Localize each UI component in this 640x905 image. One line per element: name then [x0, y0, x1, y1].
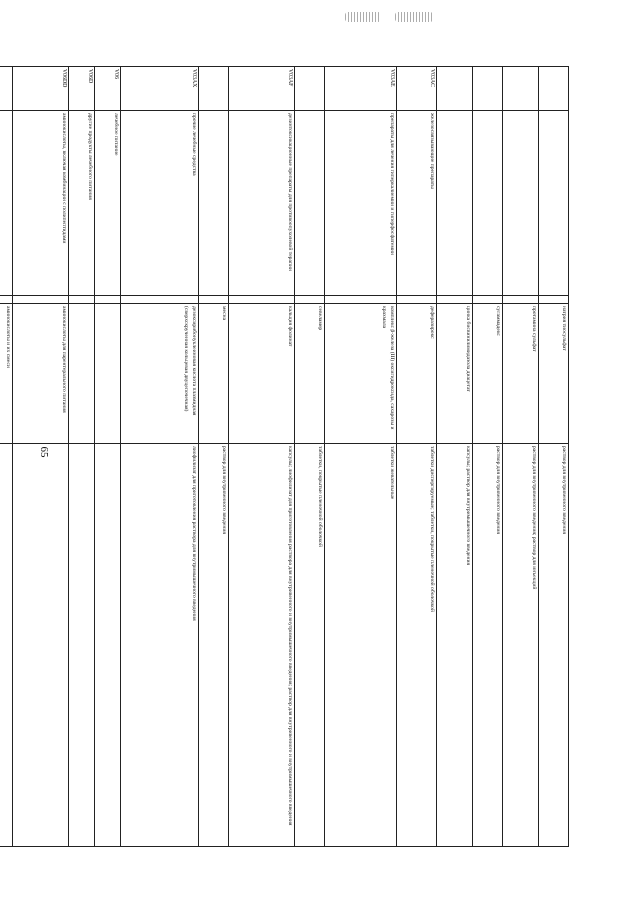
table-row — [397, 67, 437, 847]
group-name-cell — [199, 111, 229, 296]
dosage-form-cell — [95, 444, 121, 847]
spacer-cell — [0, 296, 13, 304]
dosage-form-cell: раствор для внутривенного введения — [539, 444, 569, 847]
drug-name-cell: деферазирокс — [397, 304, 437, 444]
atc-code-cell — [295, 67, 325, 111]
dosage-form-cell: лиофилизат для приготовления раствора для внутримышечного введения — [121, 444, 199, 847]
atc-code-cell: V03AX — [121, 67, 199, 111]
group-name-cell: препараты для лечения гиперкалиемии и гиперфосфатемии — [325, 111, 397, 296]
atc-code-cell — [503, 67, 539, 111]
table-row — [473, 67, 503, 847]
atc-code-cell — [0, 67, 13, 111]
table-row — [437, 67, 473, 847]
table-row — [325, 67, 397, 847]
table-row — [0, 67, 13, 847]
group-name-cell — [503, 111, 539, 296]
atc-code-cell: V03AF — [229, 67, 295, 111]
drug-name-cell: месна — [199, 304, 229, 444]
group-name-cell — [539, 111, 569, 296]
group-name-cell: лечебное питание — [95, 111, 121, 296]
spacer-cell — [539, 296, 569, 304]
drug-name-cell — [69, 304, 95, 444]
page-number: 65 — [38, 446, 50, 458]
group-name-cell: прочие лечебные средства — [121, 111, 199, 296]
spacer-cell — [295, 296, 325, 304]
group-name-cell: другие продукты лечебного питания — [69, 111, 95, 296]
atc-code-cell: V03AE — [325, 67, 397, 111]
dosage-form-cell: раствор для внутривенного введения — [473, 444, 503, 847]
drug-name-cell: цинка бисвинилимидазола диацетат — [437, 304, 473, 444]
drug-name-cell: дезоксирибонуклеиновая кислота плазмидная (сверхскрученная кольцевая двуцепочечная) — [121, 304, 199, 444]
atc-code-cell — [199, 67, 229, 111]
group-name-cell: дезинтоксикационные препараты для противоопухолевой терапии — [229, 111, 295, 296]
drug-name-cell: кальция фолинат — [229, 304, 295, 444]
group-name-cell: железосвязывающие препараты — [397, 111, 437, 296]
dosage-form-cell: раствор для внутривенного введения — [199, 444, 229, 847]
dosage-form-cell: капсулы; раствор для внутримышечного введения — [437, 444, 473, 847]
dosage-form-cell: капсулы; лиофилизат для приготовления раствора для внутривенного и внутримышечного введения; раствор для внутривенного и внутримышечного введения — [229, 444, 295, 847]
spacer-cell — [69, 296, 95, 304]
spacer-cell — [397, 296, 437, 304]
spacer-cell — [199, 296, 229, 304]
drug-name-cell: натрия тиосульфат — [539, 304, 569, 444]
spacer-cell — [437, 296, 473, 304]
spacer-cell — [473, 296, 503, 304]
atc-code-cell — [437, 67, 473, 111]
spacer-cell — [13, 296, 69, 304]
group-name-cell — [437, 111, 473, 296]
spacer-cell — [121, 296, 199, 304]
spacer-cell — [325, 296, 397, 304]
dosage-form-cell: таблетки, покрытые пленочной оболочкой — [295, 444, 325, 847]
atc-code-cell — [539, 67, 569, 111]
dosage-form-cell — [0, 444, 13, 847]
spacer-cell — [503, 296, 539, 304]
drug-name-cell: аминокислоты и их смеси — [0, 304, 13, 444]
atc-code-cell: V03AC — [397, 67, 437, 111]
drug-name-cell — [95, 304, 121, 444]
group-name-cell: аминокислоты, включая комбинации с полипептидами — [13, 111, 69, 296]
dosage-form-cell — [69, 444, 95, 847]
table-row — [69, 67, 95, 847]
atc-code-cell: V06DD — [13, 67, 69, 111]
dosage-form-cell: таблетки жевательные — [325, 444, 397, 847]
table-row — [199, 67, 229, 847]
dosage-form-cell: таблетки диспергируемые; таблетки, покрытые пленочной оболочкой — [397, 444, 437, 847]
atc-code-cell — [473, 67, 503, 111]
group-name-cell — [473, 111, 503, 296]
scan-stamp-marks — [345, 12, 435, 26]
table-row — [503, 67, 539, 847]
atc-code-cell: V06D — [69, 67, 95, 111]
table-row — [539, 67, 569, 847]
atc-code-cell: V06 — [95, 67, 121, 111]
dosage-form-cell: раствор для внутривенного введения; раствор для инъекций — [503, 444, 539, 847]
group-name-cell — [0, 111, 13, 296]
spacer-cell — [229, 296, 295, 304]
drug-name-cell: аминокислоты для парентерального питания — [13, 304, 69, 444]
drug-name-cell: севеламер — [295, 304, 325, 444]
table-row — [13, 67, 69, 847]
spacer-cell — [95, 296, 121, 304]
drug-name-cell: сугаммадекс — [473, 304, 503, 444]
table-row — [295, 67, 325, 847]
drug-name-cell: протамина сульфат — [503, 304, 539, 444]
drug-name-cell: комплекс β-железа (III) оксигидроксида, сахарозы и крахмала — [325, 304, 397, 444]
table-body — [0, 67, 569, 847]
dosage-form-cell — [13, 444, 69, 847]
group-name-cell — [295, 111, 325, 296]
table-row — [95, 67, 121, 847]
medication-table — [0, 66, 569, 847]
table-row — [121, 67, 199, 847]
table-row — [229, 67, 295, 847]
